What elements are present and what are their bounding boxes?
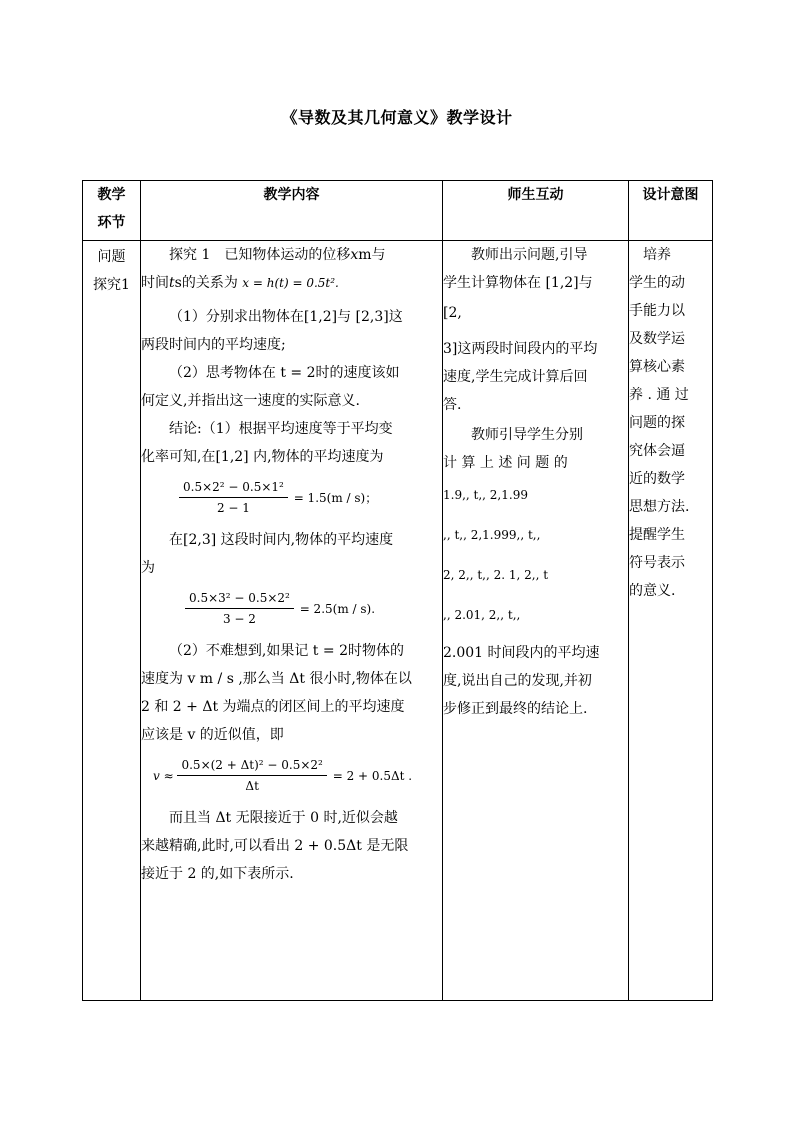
formula-average-velocity-2	[141, 588, 442, 629]
lhs: v ≈	[153, 768, 174, 783]
result: = 2 + 0.5Δt .	[332, 768, 413, 783]
interaction-line: 学生计算物体在 [1,2]与	[443, 275, 593, 291]
intent-line: 算核心素	[629, 359, 685, 375]
numerator: 0.5×3² − 0.5×2²	[185, 588, 294, 609]
interaction-line: ,, 2.01, 2,, t,,	[443, 608, 521, 622]
text: m与	[358, 247, 386, 263]
content-q1-line1: （1）分别求出物体在[1,2]与 [2,3]这	[169, 309, 403, 325]
interaction-line: [2,	[443, 305, 462, 321]
var-x: x	[350, 247, 359, 263]
interaction-line: 步修正到最终的结论上.	[443, 701, 588, 717]
content-conclusion-line2: 化率可知,在[1,2] 内,物体的平均速度为	[141, 449, 384, 465]
stage-line1: 问题	[97, 249, 126, 265]
formula-instantaneous-velocity	[141, 755, 442, 796]
interaction-line: 教师出示问题,引导	[471, 247, 588, 263]
stage-cell	[83, 241, 141, 1001]
header-stage-line1: 教学	[97, 187, 126, 203]
content-part2-line2: 速度为 v m / s ,那么当 Δt 很小时,物体在以	[141, 671, 412, 687]
header-stage	[83, 181, 141, 241]
fraction	[185, 588, 294, 629]
intent-line: 究体会逼	[629, 443, 685, 459]
motion-formula: x = h(t) = 0.5t².	[242, 276, 339, 290]
header-interaction-label: 师生互动	[507, 187, 564, 203]
fraction	[179, 477, 288, 518]
interaction-line: 3]这两段时间段内的平均	[443, 341, 598, 357]
interaction-line: 度,说出自己的发现,并初	[443, 673, 592, 689]
content-problem-line1	[141, 241, 442, 269]
intent-line: 培养	[629, 247, 671, 263]
intent-line: 的意义.	[629, 583, 676, 599]
intent-line: 问题的探	[629, 415, 685, 431]
numerator: 0.5×2² − 0.5×1²	[179, 477, 288, 498]
content-part2-line4: 应该是 v 的近似值，即	[141, 727, 284, 743]
interaction-cell	[443, 241, 629, 1001]
body-row	[83, 241, 713, 1001]
interaction-line: 答.	[443, 397, 462, 413]
denominator: 2 − 1	[216, 501, 250, 515]
intent-line: 养 . 通 过	[629, 387, 689, 403]
header-intent-label: 设计意图	[642, 187, 699, 203]
denominator: 3 − 2	[222, 612, 256, 626]
header-stage-line2: 环节	[97, 215, 126, 231]
content-q2-line2: 何定义,并指出这一速度的实际意义.	[141, 393, 360, 409]
content-interval23-line2: 为	[141, 560, 155, 576]
interaction-line: 速度,学生完成计算后回	[443, 369, 588, 385]
formula-average-velocity-1	[141, 477, 442, 518]
denominator: Δt	[245, 779, 259, 793]
intent-line: 手能力以	[629, 303, 685, 319]
text: s的关系为	[174, 275, 243, 291]
header-interaction	[443, 181, 629, 241]
interaction-line: ,, t,, 2,1.999,, t,,	[443, 528, 541, 542]
content-limit-line1: 而且当 Δt 无限接近于 0 时,近似会越	[169, 810, 398, 826]
intent-line: 学生的动	[629, 275, 685, 291]
interaction-line: 1.9,, t,, 2,1.99	[443, 488, 528, 502]
intent-line: 及数学运	[629, 331, 685, 347]
content-cell	[141, 241, 443, 1001]
fraction	[177, 755, 326, 796]
content-problem-line2	[141, 269, 442, 297]
header-intent	[629, 181, 713, 241]
result: = 1.5(m / s)；	[293, 490, 378, 505]
result: = 2.5(m / s).	[299, 601, 376, 616]
numerator: 0.5×(2 + Δt)² − 0.5×2²	[177, 755, 326, 776]
text: 时间	[141, 275, 169, 291]
header-row	[83, 181, 713, 241]
lesson-table	[82, 180, 713, 1001]
document-title: 《导数及其几何意义》教学设计	[281, 108, 513, 127]
intent-line: 思想方法.	[629, 499, 690, 515]
stage-line2: 探究1	[93, 277, 130, 293]
intent-line: 提醒学生	[629, 527, 685, 543]
intent-line: 符号表示	[629, 555, 685, 571]
var-t: t	[169, 275, 175, 291]
content-part2-line1: （2）不难想到,如果记 t = 2时物体的	[169, 643, 404, 659]
text: 探究 1 已知物体运动的位移	[169, 247, 351, 263]
interaction-line: 2.001 时间段内的平均速	[443, 645, 600, 661]
content-limit-line3: 接近于 2 的,如下表所示.	[141, 866, 294, 882]
interaction-line: 2, 2,, t,, 2. 1, 2,, t	[443, 568, 549, 582]
header-content-label: 教学内容	[263, 187, 320, 203]
content-interval23-line1: 在[2,3] 这段时间内,物体的平均速度	[169, 532, 394, 548]
intent-cell	[629, 241, 713, 1001]
header-content	[141, 181, 443, 241]
content-part2-line3: 2 和 2 + Δt 为端点的闭区间上的平均速度	[141, 699, 405, 715]
intent-line: 近的数学	[629, 471, 685, 487]
content-q2-line1: （2）思考物体在 t = 2时的速度该如	[169, 365, 400, 381]
interaction-line: 教师引导学生分别	[471, 427, 583, 443]
content-conclusion-line1: 结论:（1）根据平均速度等于平均变	[169, 421, 393, 437]
interaction-line: 计 算 上 述 问 题 的	[443, 455, 568, 471]
content-q1-line2: 两段时间内的平均速度;	[141, 337, 286, 353]
content-limit-line2: 来越精确,此时,可以看出 2 + 0.5Δt 是无限	[141, 838, 409, 854]
